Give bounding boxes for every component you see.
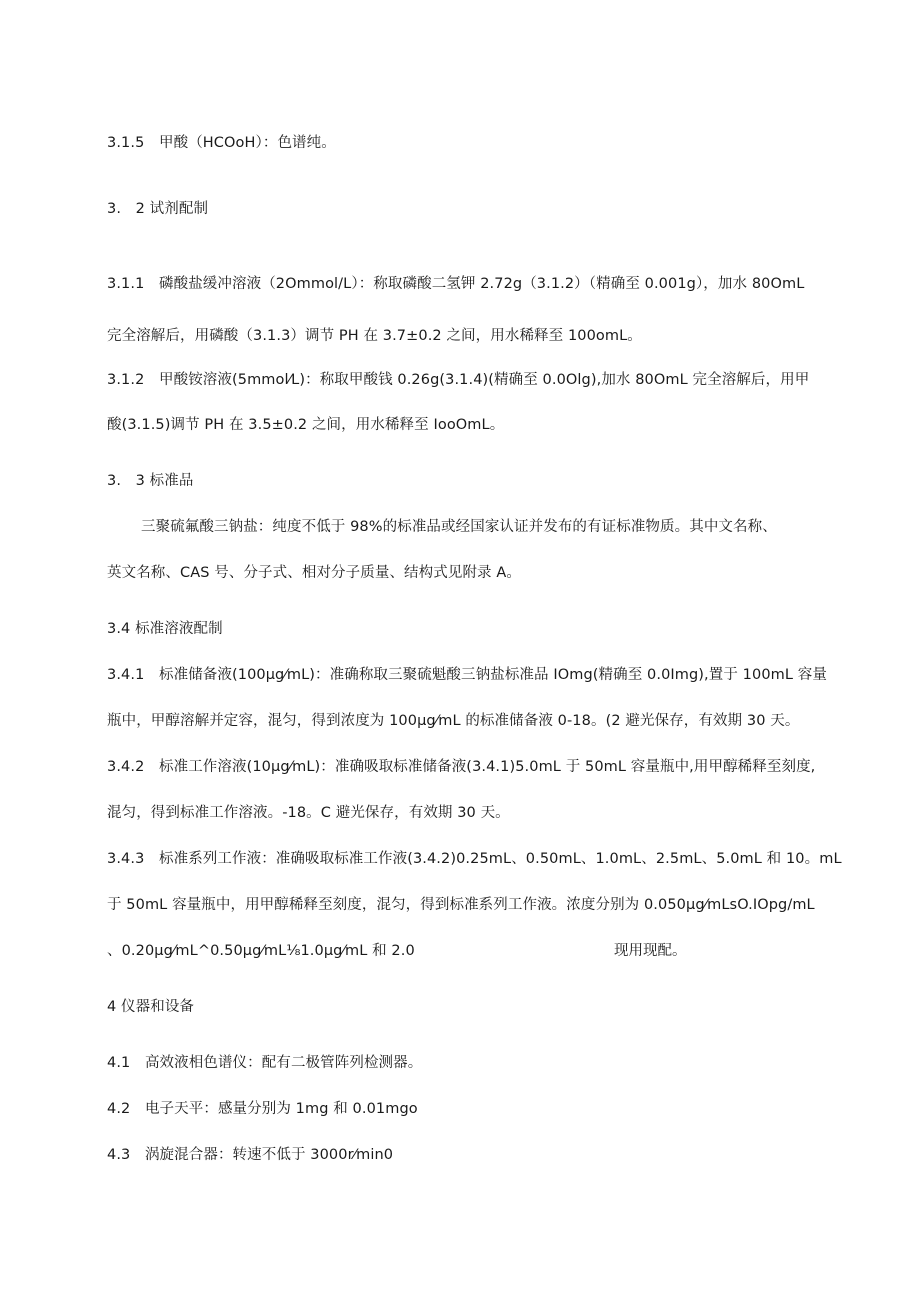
section-3-4-heading: 3.4 标准溶液配制 xyxy=(107,621,223,637)
clause-3-1-1-line-2: 完全溶解后，用磷酸（3.1.3）调节 PH 在 3.7±0.2 之间，用水稀释至 100omL。 xyxy=(107,328,642,344)
clause-4-3: 4.3 涡旋混合器：转速不低于 3000r⁄min0 xyxy=(107,1147,394,1163)
clause-3-4-2-line-1: 3.4.2 标准工作溶液(10μg⁄mL)：准确吸取标准储备液(3.4.1)5.0mL 于 50mL 容量瓶中,用甲醇稀释至刻度, xyxy=(107,759,816,775)
clause-4-1: 4.1 高效液相色谱仪：配有二极管阵列检测器。 xyxy=(107,1055,423,1071)
section-4-heading: 4 仪器和设备 xyxy=(107,999,195,1015)
clause-3-4-1-line-2: 瓶中，甲醇溶解并定容，混匀，得到浓度为 100μg⁄mL 的标准储备液 0-18。(2 避光保存，有效期 30 天。 xyxy=(107,713,800,729)
section-3-3-heading: 3. 3 标准品 xyxy=(107,473,194,489)
clause-3-1-5: 3.1.5 甲酸（HCOoH）：色谱纯。 xyxy=(107,135,336,151)
clause-3-1-2-line-1: 3.1.2 甲酸铵溶液(5mmol⁄L)：称取甲酸钱 0.26g(3.1.4)(精确至 0.0Olg),加水 80OmL 完全溶解后，用甲 xyxy=(107,372,810,388)
clause-3-4-3-line-3-end: 现用现配。 xyxy=(614,943,687,959)
clause-3-4-3-line-3: 、0.20μg⁄mL^0.50μg⁄mL⅛1.0μg⁄mL 和 2.0 xyxy=(107,943,415,959)
clause-3-4-3-line-2: 于 50mL 容量瓶中，用甲醇稀释至刻度，混匀，得到标准系列工作液。浓度分别为 0.050μg⁄mLsO.IOpg/mL xyxy=(107,897,815,913)
clause-3-1-1-line-1: 3.1.1 磷酸盐缓冲溶液（2Ommol/L）：称取磷酸二氢钾 2.72g（3.1.2）（精确至 0.001g），加水 80OmL xyxy=(107,276,805,292)
clause-3-1-2-line-2: 酸(3.1.5)调节 PH 在 3.5±0.2 之间，用水稀释至 IooOmL。 xyxy=(107,417,505,433)
standard-paragraph-line-2: 英文名称、CAS 号、分子式、相对分子质量、结构式见附录 A。 xyxy=(107,565,521,581)
clause-3-4-1-line-1: 3.4.1 标准储备液(100μg⁄mL)：准确称取三聚硫魁酸三钠盐标准品 IOmg(精确至 0.0Img),置于 100mL 容量 xyxy=(107,667,827,683)
clause-3-4-3-line-1: 3.4.3 标准系列工作液：准确吸取标准工作液(3.4.2)0.25mL、0.50mL、1.0mL、2.5mL、5.0mL 和 10。mL xyxy=(107,851,842,867)
section-3-2-heading: 3. 2 试剂配制 xyxy=(107,201,209,217)
standard-paragraph-line-1: 三聚硫氟酸三钠盐：纯度不低于 98%的标准品或经国家认证并发布的有证标准物质。其中文名称、 xyxy=(141,519,777,535)
clause-4-2: 4.2 电子天平：感量分别为 1mg 和 0.01mgo xyxy=(107,1101,418,1117)
clause-3-4-2-line-2: 混匀，得到标准工作溶液。-18。C 避光保存，有效期 30 天。 xyxy=(107,805,510,821)
